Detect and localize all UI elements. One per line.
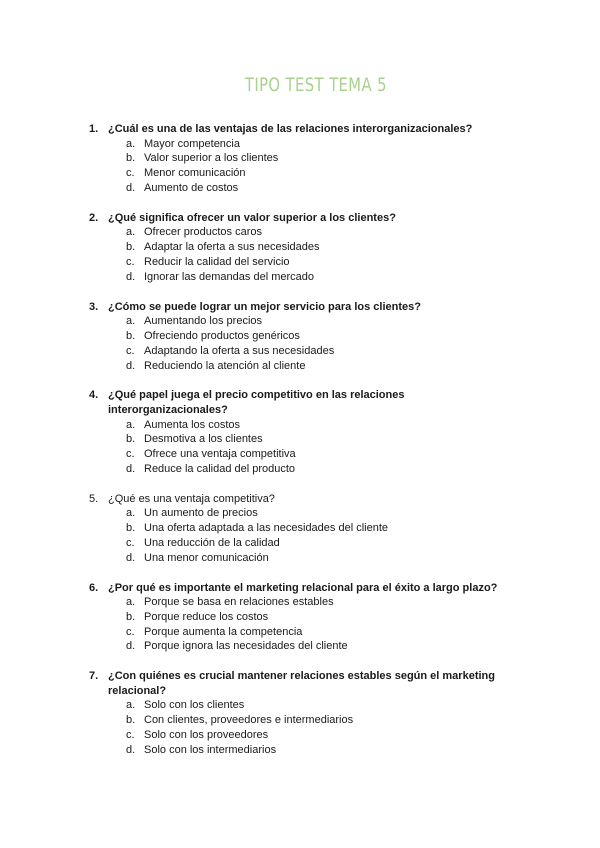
option-3d [0,359,600,374]
question-5-text [0,492,600,507]
option-2d [0,270,600,285]
option-letter: d. [126,640,136,653]
question-5-number: 5. [89,492,99,505]
question-4-options [0,418,600,477]
question-1-number: 1. [89,123,99,135]
option-7a [0,698,600,713]
option-6a [0,595,600,610]
option-text: Porque se basa en relaciones estables [144,596,334,609]
option-6d [0,639,600,654]
question-2-prompt: ¿Qué significa ofrecer un valor superior a los clientes? [108,211,396,224]
option-4a [0,418,600,433]
option-text: Ignorar las demandas del mercado [144,270,314,283]
question-2-options [0,225,600,284]
question-6-prompt: ¿Por qué es importante el marketing relacional para el éxito a largo plazo? [108,581,498,594]
option-1d [0,181,600,196]
option-6c [0,625,600,640]
option-letter: b. [126,610,136,623]
option-letter: a. [126,418,136,431]
option-text: Porque aumenta la competencia [144,625,303,638]
question-4-text [0,388,600,417]
option-3c [0,344,600,359]
option-text: Aumentando los precios [144,315,263,328]
option-text: Porque reduce los costos [144,610,269,623]
question-7-prompt: ¿Con quiénes es crucial mantener relaciones estables según el marketing relacional? [108,670,495,697]
question-6-number: 6. [89,581,99,594]
option-letter: d. [126,270,136,283]
option-3a [0,314,600,329]
option-letter: c. [126,448,135,461]
question-2 [0,211,600,285]
question-1-prompt: ¿Cuál es una de las ventajas de las relaciones interorganizacionales? [108,123,473,135]
option-text: Ofrece una ventaja competitiva [144,448,296,461]
option-text: Reduce la calidad del producto [144,462,296,475]
question-7-options [0,698,600,757]
option-1b [0,151,600,166]
option-text: Ofrecer productos caros [144,226,262,239]
option-text: Porque ignora las necesidades del cliente [144,640,348,653]
question-4-number: 4. [89,389,99,402]
question-1 [0,122,600,196]
option-text: Desmotiva a los clientes [144,433,263,446]
option-text: Una oferta adaptada a las necesidades del cliente [144,522,389,535]
option-6b [0,610,600,625]
question-3-options [0,314,600,373]
option-text: Aumento de costos [144,181,239,194]
option-1a [0,137,600,152]
option-text: Solo con los intermediarios [144,743,277,756]
option-text: Adaptar la oferta a sus necesidades [144,241,320,254]
option-letter: d. [126,359,136,372]
question-list [0,122,600,773]
question-4 [0,388,600,476]
option-7b [0,713,600,728]
option-5d [0,551,600,566]
question-5-options [0,506,600,565]
option-letter: a. [126,137,136,150]
question-6-options [0,595,600,654]
option-text: Ofreciendo productos genéricos [144,329,300,342]
option-2a [0,225,600,240]
option-letter: a. [126,596,136,609]
question-3 [0,300,600,374]
option-letter: c. [126,167,135,180]
option-letter: a. [126,507,136,520]
question-2-text [0,211,600,226]
option-text: Valor superior a los clientes [144,152,279,165]
question-3-text [0,300,600,315]
option-letter: b. [126,329,136,342]
option-letter: c. [126,255,135,268]
option-7c [0,728,600,743]
option-letter: c. [126,625,135,638]
option-text: Solo con los proveedores [144,729,269,742]
question-5-prompt: ¿Qué es una ventaja competitiva? [108,492,275,505]
question-6-text [0,581,600,596]
option-letter: d. [126,181,136,194]
question-1-text [0,122,600,137]
option-letter: c. [126,536,135,549]
option-letter: d. [126,551,136,564]
question-7-number: 7. [89,670,99,683]
option-text: Una menor comunicación [144,551,269,564]
option-letter: c. [126,729,135,742]
option-2c [0,255,600,270]
option-2b [0,240,600,255]
option-text: Reduciendo la atención al cliente [144,359,306,372]
option-1c [0,166,600,181]
option-letter: b. [126,241,136,254]
option-letter: d. [126,743,136,756]
question-2-number: 2. [89,211,99,224]
option-4d [0,462,600,477]
option-text: Una reducción de la calidad [144,536,280,549]
option-letter: b. [126,433,136,446]
option-letter: a. [126,699,136,712]
question-3-prompt: ¿Cómo se puede lograr un mejor servicio para los clientes? [108,300,421,313]
option-letter: c. [126,344,135,357]
option-letter: b. [126,714,136,727]
question-7-text [0,669,600,698]
question-7 [0,669,600,757]
option-4b [0,432,600,447]
option-text: Reducir la calidad del servicio [144,255,290,268]
option-5a [0,506,600,521]
option-5b [0,521,600,536]
question-3-number: 3. [89,300,99,313]
option-letter: b. [126,522,136,535]
question-6 [0,581,600,655]
option-letter: a. [126,226,136,239]
option-text: Mayor competencia [144,137,240,150]
option-letter: b. [126,152,136,165]
option-text: Aumenta los costos [144,418,240,431]
option-7d [0,743,600,758]
option-letter: a. [126,315,136,328]
option-3b [0,329,600,344]
option-5c [0,536,600,551]
option-4c [0,447,600,462]
option-text: Un aumento de precios [144,507,258,520]
option-text: Menor comunicación [144,167,246,180]
question-4-prompt: ¿Qué papel juega el precio competitivo en las relaciones interorganizacionales? [108,389,405,416]
option-text: Con clientes, proveedores e intermediarios [144,714,354,727]
option-text: Solo con los clientes [144,699,245,712]
option-text: Adaptando la oferta a sus necesidades [144,344,335,357]
question-1-options [0,137,600,196]
question-5 [0,492,600,566]
document-title: TIPO TEST TEMA 5 [244,74,387,96]
option-letter: d. [126,462,136,475]
